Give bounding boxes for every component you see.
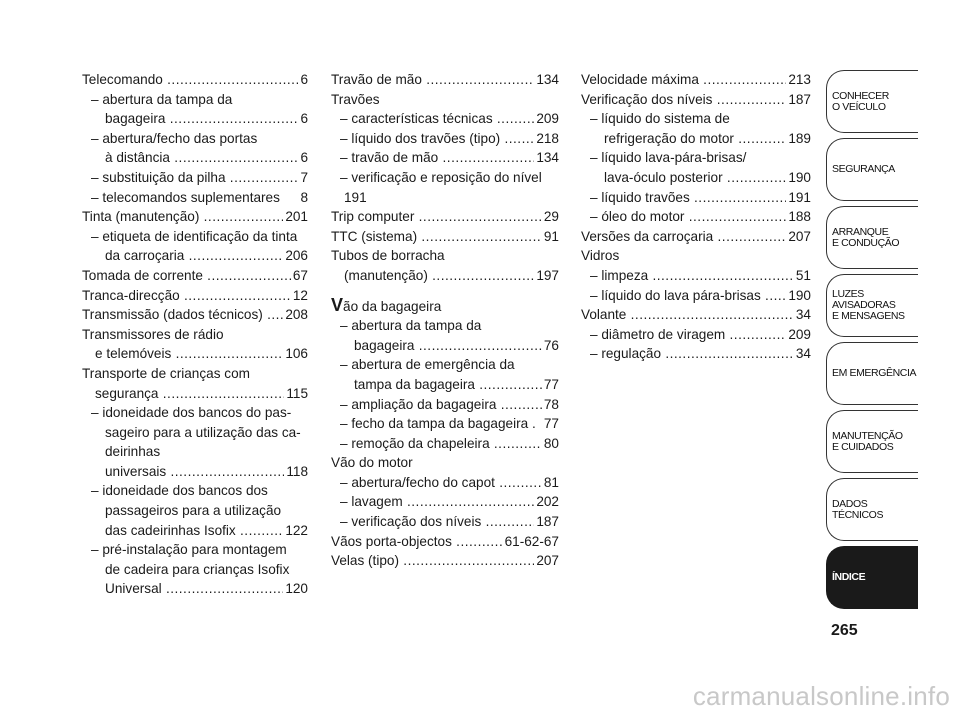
index-entry-text: – líquido lava-pára-brisas/ xyxy=(590,150,747,166)
index-entry xyxy=(331,109,559,129)
index-entry-text: – líquido do sistema de xyxy=(590,111,730,127)
index-entry xyxy=(331,188,559,208)
index-entry-text: – travão de mão xyxy=(340,150,439,166)
index-entry xyxy=(331,266,559,286)
index-entry xyxy=(82,246,308,266)
index-entry-text: – características técnicas xyxy=(340,111,493,127)
index-entry-text: – fecho da tampa da bagageira . xyxy=(340,416,536,432)
index-entry xyxy=(82,148,308,168)
index-entry-text: Travão de mão xyxy=(331,72,422,87)
index-page-ref: 191 xyxy=(786,188,811,208)
index-entry-text: – abertura/fecho das portas xyxy=(91,130,258,146)
index-entry-text: Tomada de corrente xyxy=(82,267,203,283)
chapter-tab-label: MANUTENÇÃO xyxy=(832,429,903,442)
index-entry-text: – idoneidade dos bancos do pas- xyxy=(91,405,292,421)
chapter-tab[interactable] xyxy=(826,546,918,609)
index-entry-text: – verificação e reposição do nível xyxy=(340,169,542,185)
section-letter: V xyxy=(331,295,344,315)
chapter-tab[interactable] xyxy=(826,274,918,337)
index-page-ref: 7 xyxy=(298,168,308,188)
index-entry xyxy=(82,70,308,90)
chapter-tab-label: SEGURANÇA xyxy=(832,163,895,175)
index-page-ref: 202 xyxy=(534,492,559,512)
index-entry-text: à distância xyxy=(105,150,170,166)
index-entry xyxy=(82,403,308,423)
index-entry-text: Verificação dos níveis xyxy=(581,91,713,107)
index-entry-text: – etiqueta de identificação da tinta xyxy=(91,228,298,244)
index-entry xyxy=(331,551,559,571)
index-entry-text: – ampliação da bagageira xyxy=(340,396,497,412)
index-entry xyxy=(82,129,308,149)
index-page-ref: 115 xyxy=(284,384,308,404)
chapter-tab-label: AVISADORAS xyxy=(832,299,896,311)
index-entry xyxy=(82,90,308,110)
index-entry xyxy=(82,168,308,188)
index-page-ref: 207 xyxy=(786,227,811,247)
chapter-tab-label: LUZES xyxy=(832,288,864,300)
index-entry xyxy=(581,325,811,345)
index-entry xyxy=(581,246,811,266)
index-entry xyxy=(82,423,308,443)
index-entry-text: e telemóveis xyxy=(95,346,172,362)
index-entry xyxy=(331,473,559,493)
index-entry-text: sageiro para a utilização das ca- xyxy=(105,424,301,440)
index-page-ref: 78 xyxy=(542,395,559,415)
chapter-tabs xyxy=(826,70,918,614)
chapter-tab-label: EM EMERGÊNCIA xyxy=(832,367,917,379)
index-page-ref: 209 xyxy=(786,325,811,345)
index-entry xyxy=(82,109,308,129)
index-entry xyxy=(82,442,308,462)
index-entry xyxy=(331,434,559,454)
index-page-ref: 61-62-67 xyxy=(503,532,559,552)
chapter-tab-label: TÉCNICOS xyxy=(832,508,884,521)
index-entry xyxy=(82,188,308,208)
index-entry-text: Velas (tipo) xyxy=(331,553,400,569)
index-entry-text: universais xyxy=(105,463,167,479)
index-page-ref: 188 xyxy=(786,207,811,227)
index-entry xyxy=(331,355,559,375)
index-entry-text: Universal xyxy=(105,581,162,597)
index-entry-text: Volante xyxy=(581,307,627,323)
index-entry-text: – regulação xyxy=(590,346,662,362)
index-entry-text: Vãos porta-objectos xyxy=(331,533,452,549)
chapter-tab-label: DADOS xyxy=(832,497,868,510)
index-page-ref: 6 xyxy=(298,70,308,90)
index-page-ref: 187 xyxy=(786,90,811,110)
index-entry-text: Vão da bagageira xyxy=(331,295,442,315)
index-entry xyxy=(581,227,811,247)
index-entry-text: – abertura/fecho do capot xyxy=(340,474,495,490)
index-entry xyxy=(82,579,308,599)
chapter-tab[interactable] xyxy=(826,206,918,269)
index-entry-text: Travões xyxy=(331,91,380,107)
index-entry xyxy=(331,246,559,266)
index-entry xyxy=(82,364,308,384)
index-entry-text: refrigeração do motor xyxy=(604,130,734,146)
index-page-ref: 80 xyxy=(542,434,559,454)
index-column-2 xyxy=(331,70,559,571)
index-entry-text: – óleo do motor xyxy=(590,209,685,225)
index-entry-text: lava-óculo posterior xyxy=(604,169,723,185)
index-entry xyxy=(82,481,308,501)
index-entry-text: – diâmetro de viragem xyxy=(590,326,726,342)
index-entry-text: – líquido dos travões (tipo) xyxy=(340,130,501,146)
index-page-ref: 77 xyxy=(542,375,559,395)
index-column-1 xyxy=(82,70,308,599)
index-page-ref: 34 xyxy=(794,305,811,325)
index-page-ref: 208 xyxy=(283,305,308,325)
index-entry-text: Telecomando xyxy=(82,72,163,87)
index-entry xyxy=(331,512,559,532)
index-entry xyxy=(581,70,811,90)
index-page-ref: 201 xyxy=(283,207,308,227)
index-entry-text: – limpeza xyxy=(590,267,649,283)
index-entry-text: Versões da carroçaria xyxy=(581,228,714,244)
index-entry xyxy=(331,227,559,247)
index-entry-text: – verificação dos níveis xyxy=(340,514,482,530)
index-page-ref: 67 xyxy=(291,266,308,286)
index-entry xyxy=(82,266,308,286)
index-entry xyxy=(82,384,308,404)
index-entry xyxy=(82,286,308,306)
index-entry-text: – pré-instalação para montagem xyxy=(91,542,287,558)
chapter-tab-label: E CUIDADOS xyxy=(832,440,894,453)
index-entry-text: segurança xyxy=(95,385,159,401)
index-entry xyxy=(82,305,308,325)
index-page-ref: 122 xyxy=(283,521,308,541)
index-page-ref: 106 xyxy=(283,344,308,364)
index-entry xyxy=(581,344,811,364)
page-number: 265 xyxy=(831,622,858,639)
chapter-tab[interactable] xyxy=(826,70,918,133)
index-entry xyxy=(331,453,559,473)
index-entry-text: Transmissores de rádio xyxy=(82,326,224,342)
index-entry xyxy=(82,560,308,580)
index-entry xyxy=(331,90,559,110)
index-page-ref: 29 xyxy=(542,207,559,227)
index-entry-text: 191 xyxy=(344,189,367,205)
index-entry xyxy=(82,344,308,364)
index-entry xyxy=(581,188,811,208)
index-entry-text: – idoneidade dos bancos dos xyxy=(91,483,268,499)
index-entry xyxy=(331,375,559,395)
index-entry-text: Transmissão (dados técnicos) xyxy=(82,307,263,323)
index-entry xyxy=(331,148,559,168)
index-entry-text: das cadeirinhas Isofix xyxy=(105,522,236,538)
index-entry xyxy=(581,207,811,227)
chapter-tab[interactable] xyxy=(826,342,918,405)
index-entry xyxy=(331,395,559,415)
index-page-ref: 209 xyxy=(534,109,559,129)
index-entry xyxy=(82,521,308,541)
index-page-ref: 207 xyxy=(534,551,559,571)
index-entry xyxy=(581,148,811,168)
index-entry-text: Trip computer xyxy=(331,209,415,225)
index-entry xyxy=(82,462,308,482)
index-entry-text: deirinhas xyxy=(105,444,161,460)
index-page-ref: 218 xyxy=(534,129,559,149)
chapter-tab-label: O VEÍCULO xyxy=(832,100,886,113)
index-entry-text: da carroçaria xyxy=(105,248,185,264)
chapter-tab-label: ÍNDICE xyxy=(832,571,866,583)
index-entry-text: – lavagem xyxy=(340,494,403,510)
index-entry-text: Tranca-direcção xyxy=(82,287,180,303)
index-page-ref: 34 xyxy=(794,344,811,364)
index-page-ref: 91 xyxy=(542,227,559,247)
index-entry-text: Vão do motor xyxy=(331,455,413,471)
index-entry-text: – substituição da pilha xyxy=(91,169,226,185)
index-entry-text: – telecomandos suplementares xyxy=(91,189,280,205)
index-entry xyxy=(331,532,559,552)
chapter-tab-label: CONHECER xyxy=(832,89,889,102)
index-page-ref: 6 xyxy=(298,148,308,168)
index-entry xyxy=(82,501,308,521)
index-entry xyxy=(581,109,811,129)
index-page-ref: 187 xyxy=(534,512,559,532)
index-entry-text: bagageira xyxy=(105,111,166,127)
index-column-3 xyxy=(581,70,811,364)
index-entry xyxy=(581,129,811,149)
index-entry-text: passageiros para a utilização xyxy=(105,503,282,519)
index-entry-text: Vidros xyxy=(581,248,620,264)
index-entry xyxy=(331,70,559,90)
index-entry xyxy=(331,168,559,188)
index-entry-text: Velocidade máxima xyxy=(581,72,699,87)
index-entry xyxy=(581,305,811,325)
index-gap xyxy=(331,286,559,296)
index-entry xyxy=(331,414,559,434)
index-entry xyxy=(331,207,559,227)
index-entry xyxy=(82,325,308,345)
chapter-tab-label: ARRANQUE xyxy=(832,225,889,238)
index-entry xyxy=(82,207,308,227)
chapter-tab-label: E CONDUÇÃO xyxy=(832,236,900,249)
index-page-ref: 118 xyxy=(284,462,308,482)
index-page-ref: 8 xyxy=(298,188,308,208)
index-entry-text: – abertura de emergência da xyxy=(340,357,515,373)
index-page-ref: 77 xyxy=(542,414,559,434)
index-entry xyxy=(581,168,811,188)
index-entry xyxy=(331,296,559,317)
index-page-ref: 206 xyxy=(283,246,308,266)
index-entry xyxy=(581,286,811,306)
index-entry xyxy=(331,129,559,149)
chapter-tab[interactable] xyxy=(826,138,918,201)
index-page-ref: 12 xyxy=(291,286,308,306)
index-page-ref: 189 xyxy=(786,129,811,149)
index-entry xyxy=(331,316,559,336)
index-page-ref: 190 xyxy=(786,168,811,188)
index-entry-text: TTC (sistema) xyxy=(331,228,418,244)
index-page-ref: 51 xyxy=(794,266,811,286)
index-page-ref: 213 xyxy=(786,70,811,90)
index-page-ref: 134 xyxy=(534,148,559,168)
index-page-ref: 190 xyxy=(786,286,811,306)
index-page-ref: 76 xyxy=(542,336,559,356)
index-entry xyxy=(82,227,308,247)
index-entry xyxy=(581,90,811,110)
index-entry-text: (manutenção) xyxy=(344,267,428,283)
index-entry-text: – abertura da tampa da xyxy=(340,318,482,334)
index-page-ref: 197 xyxy=(534,266,559,286)
index-entry-text: Transporte de crianças com xyxy=(82,365,250,381)
index-entry xyxy=(581,266,811,286)
chapter-tab-label: E MENSAGENS xyxy=(832,310,905,322)
index-entry-text: Tinta (manutenção) xyxy=(82,209,200,225)
index-entry-text: – abertura da tampa da xyxy=(91,91,233,107)
chapter-tab[interactable] xyxy=(826,410,918,473)
chapter-tab[interactable] xyxy=(826,478,918,541)
index-entry-text: – remoção da chapeleira xyxy=(340,435,490,451)
index-entry-text: bagageira xyxy=(354,337,415,353)
watermark-text: carmanualsonline.info xyxy=(692,681,950,711)
index-entry xyxy=(82,540,308,560)
index-entry xyxy=(331,336,559,356)
index-entry-text: – líquido do lava pára-brisas xyxy=(590,287,761,303)
index-entry xyxy=(331,492,559,512)
index-entry-text: tampa da bagageira xyxy=(354,376,475,392)
index-page-ref: 134 xyxy=(534,70,559,90)
index-page-ref: 81 xyxy=(542,473,559,493)
index-entry-text: de cadeira para crianças Isofix xyxy=(105,561,290,577)
index-page-ref: 6 xyxy=(298,109,308,129)
index-page-ref: 120 xyxy=(283,579,308,599)
index-entry-text: Tubos de borracha xyxy=(331,248,445,264)
index-entry-text: – líquido travões xyxy=(590,189,690,205)
